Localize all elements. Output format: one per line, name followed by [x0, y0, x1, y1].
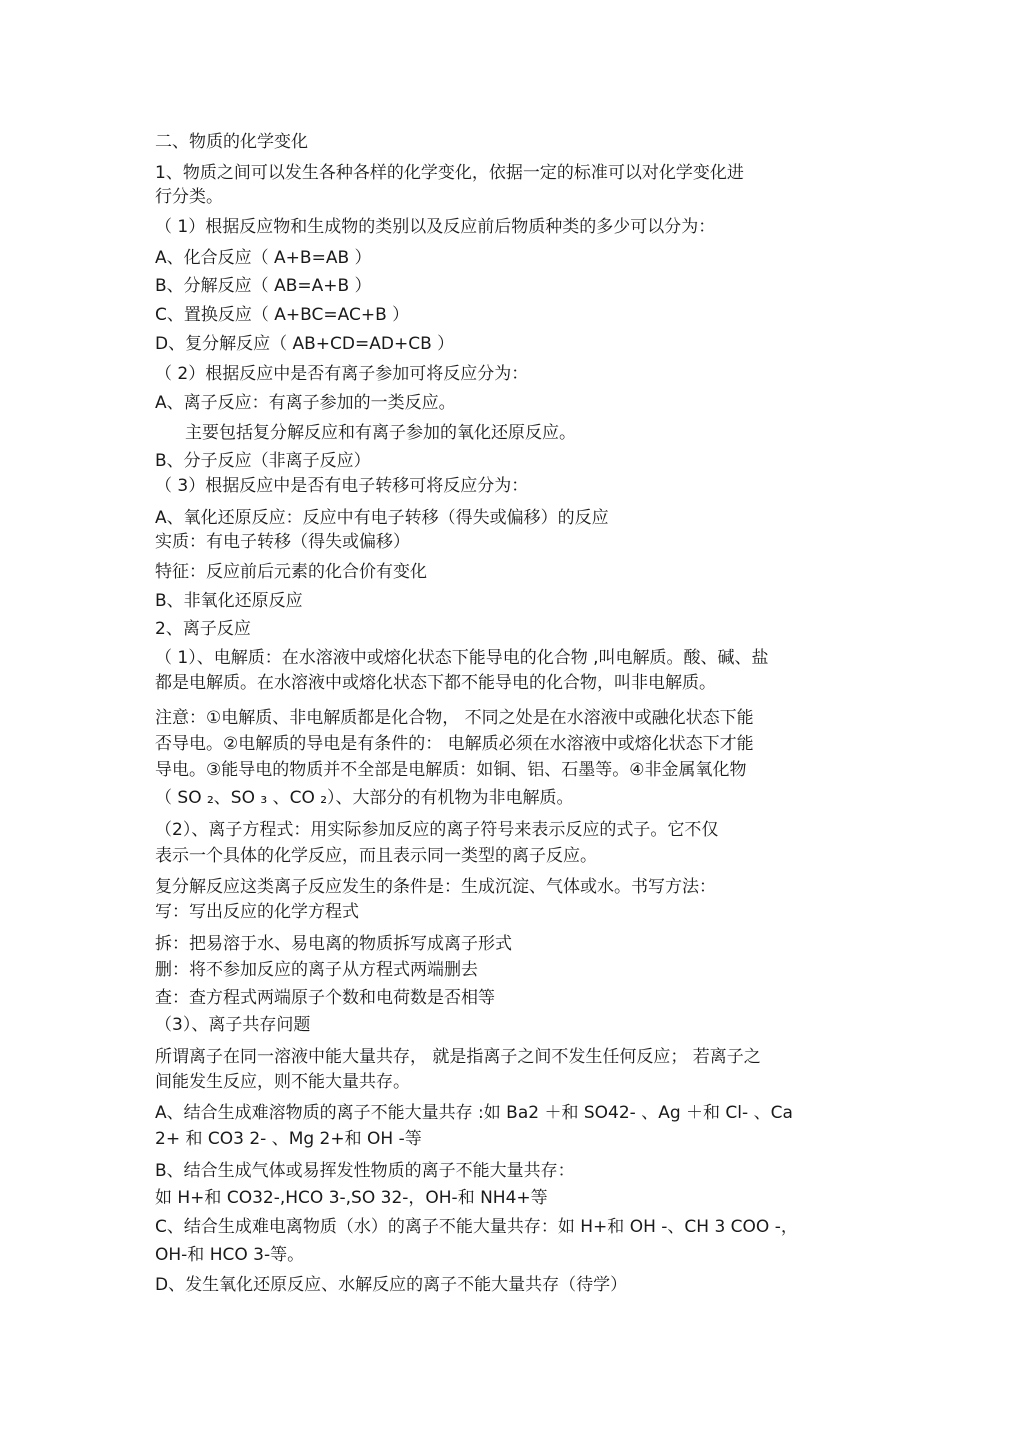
- p1-title: （ 1）根据反应物和生成物的类别以及反应前后物质种类的多少可以分为：: [155, 217, 716, 237]
- note-line4: （ SO ₂、SO ₃ 、CO ₂）、大部分的有机物为非电解质。: [155, 788, 574, 808]
- section-title: 二、物质的化学变化: [155, 132, 308, 152]
- step-write: 写：写出反应的化学方程式: [155, 902, 359, 922]
- p3-title: （ 3）根据反应中是否有电子转移可将反应分为：: [155, 476, 529, 496]
- note-line1: 注意：①电解质、非电解质都是化合物， 不同之处是在水溶液中或融化状态下能: [155, 708, 754, 728]
- case-a-line2: 2+ 和 CO3 2- 、Mg 2+和 OH -等: [155, 1129, 422, 1149]
- p3-feature: 特征：反应前后元素的化合价有变化: [155, 562, 427, 582]
- case-d-line: D、发生氧化还原反应、水解反应的离子不能大量共存（待学）: [155, 1275, 628, 1295]
- p3-item-a: A、氧化还原反应：反应中有电子转移（得失或偏移）的反应: [155, 508, 609, 528]
- case-c-line1: C、结合生成难电离物质（水）的离子不能大量共存：如 H+和 OH -、CH 3 COO -，: [155, 1217, 798, 1237]
- s1-heading-line1: 1、物质之间可以发生各种各样的化学变化，依据一定的标准可以对化学变化进: [155, 163, 744, 183]
- coexist-line2: 间能发生反应，则不能大量共存。: [155, 1072, 410, 1092]
- note-line3: 导电。③能导电的物质并不全部是电解质：如铜、铝、石墨等。④非金属氧化物: [155, 760, 747, 780]
- p3-item-b: B、非氧化还原反应: [155, 591, 303, 611]
- step-delete: 删：将不参加反应的离子从方程式两端删去: [155, 960, 478, 980]
- p1-item-a: A、化合反应（ A+B=AB ）: [155, 248, 372, 268]
- case-b-line1: B、结合生成气体或易挥发性物质的离子不能大量共存：: [155, 1161, 575, 1181]
- electrolyte-line2: 都是电解质。在水溶液中或熔化状态下都不能导电的化合物，叫非电解质。: [155, 673, 716, 693]
- coexist-line1: 所谓离子在同一溶液中能大量共存， 就是指离子之间不发生任何反应； 若离子之: [155, 1047, 761, 1067]
- equation-line2: 表示一个具体的化学反应，而且表示同一类型的离子反应。: [155, 846, 597, 866]
- step-split: 拆：把易溶于水、易电离的物质拆写成离子形式: [155, 934, 512, 954]
- condition-line: 复分解反应这类离子反应发生的条件是：生成沉淀、气体或水。书写方法：: [155, 877, 716, 897]
- case-c-line2: OH-和 HCO 3-等。: [155, 1245, 305, 1265]
- p1-item-d: D、复分解反应（ AB+CD=AD+CB ）: [155, 334, 455, 354]
- s1-heading-line2: 行分类。: [155, 187, 223, 207]
- case-a-line1: A、结合生成难溶物质的离子不能大量共存 :如 Ba2 ＋和 SO42- 、Ag ＋和 Cl- 、Ca: [155, 1103, 793, 1123]
- s2-heading: 2、离子反应: [155, 619, 251, 639]
- note-line2: 否导电。②电解质的导电是有条件的： 电解质必须在水溶液中或熔化状态下才能: [155, 734, 754, 754]
- p2-title: （ 2）根据反应中是否有离子参加可将反应分为：: [155, 364, 529, 384]
- p3-essence: 实质：有电子转移（得失或偏移）: [155, 532, 410, 552]
- coexist-title: （3）、离子共存问题: [155, 1015, 311, 1035]
- p2-item-a-note: 主要包括复分解反应和有离子参加的氧化还原反应。: [185, 423, 576, 443]
- electrolyte-line1: （ 1）、电解质：在水溶液中或熔化状态下能导电的化合物 ,叫电解质。酸、碱、盐: [155, 648, 769, 668]
- p1-item-b: B、分解反应（ AB=A+B ）: [155, 276, 372, 296]
- p2-item-a: A、离子反应：有离子参加的一类反应。: [155, 393, 456, 413]
- equation-line1: （2）、离子方程式：用实际参加反应的离子符号来表示反应的式子。它不仅: [155, 820, 719, 840]
- case-b-line2: 如 H+和 CO32-,HCO 3-,SO 32-，OH-和 NH4+等: [155, 1188, 548, 1208]
- step-check: 查：查方程式两端原子个数和电荷数是否相等: [155, 988, 495, 1008]
- p1-item-c: C、置换反应（ A+BC=AC+B ）: [155, 305, 410, 325]
- p2-item-b: B、分子反应（非离子反应）: [155, 451, 371, 471]
